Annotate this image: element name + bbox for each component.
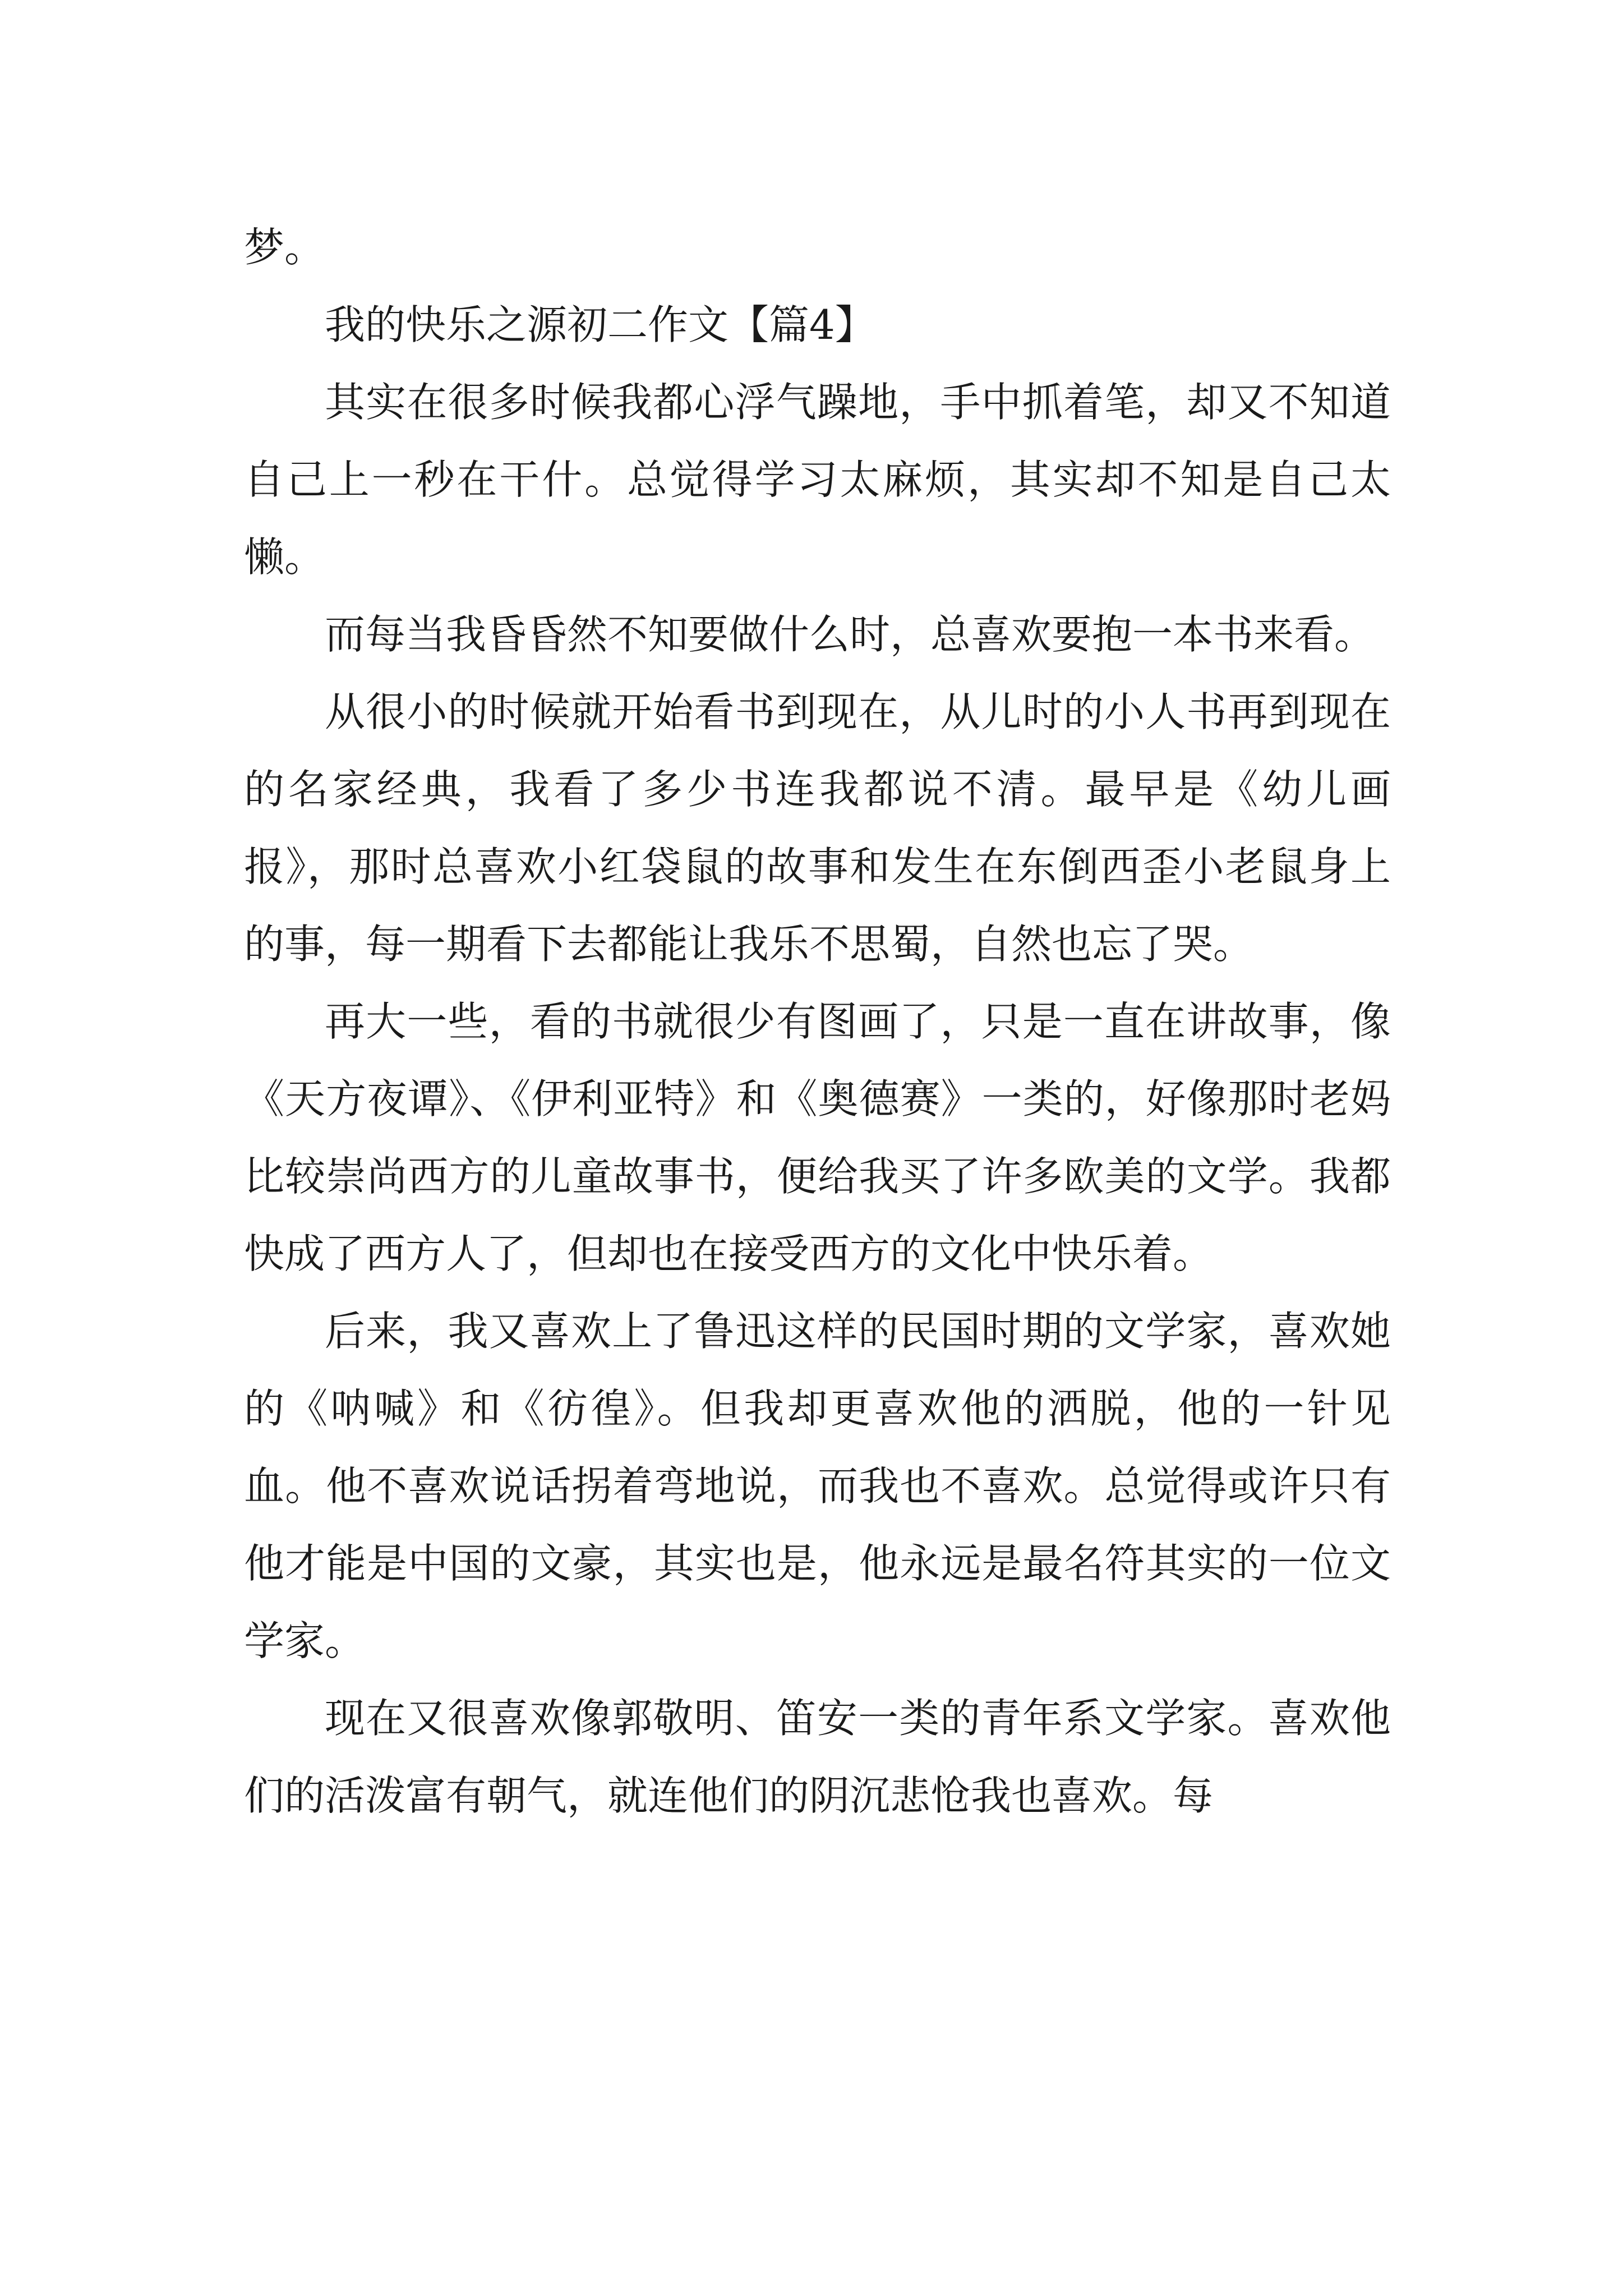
paragraph-5: 再大一些，看的书就很少有图画了，只是一直在讲故事，像《天方夜谭》、《伊利亚特》和《奥德赛》一类的，好像那时老妈比较崇尚西方的儿童故事书，便给我买了许多欧美的文学。我都快成了西方人了，但却也在接受西方的文化中快乐着。	[244, 998, 1391, 1277]
section-heading: 我的快乐之源初二作文【篇4】	[325, 301, 875, 348]
paragraph-2: 其实在很多时候我都心浮气躁地，手中抓着笔，却又不知道自己上一秒在干什。总觉得学习太麻烦，其实却不知是自己太懒。	[244, 379, 1391, 581]
paragraph-7: 现在又很喜欢像郭敬明、笛安一类的青年系文学家。喜欢他们的活泼富有朝气，就连他们的阴沉悲怆我也喜欢。每	[244, 1695, 1391, 1819]
paragraph-1: 梦。	[244, 224, 325, 271]
paragraph-4: 从很小的时候就开始看书到现在，从儿时的小人书再到现在的名家经典，我看了多少书连我都说不清。最早是《幼儿画报》，那时总喜欢小红袋鼠的故事和发生在东倒西歪小老鼠身上的事，每一期看下去都能让我乐不思蜀，自然也忘了哭。	[244, 688, 1391, 968]
paragraph-3: 而每当我昏昏然不知要做什么时，总喜欢要抱一本书来看。	[325, 611, 1375, 658]
document-body	[244, 209, 1391, 1834]
paragraph-6: 后来，我又喜欢上了鲁迅这样的民国时期的文学家，喜欢她的《呐喊》和《彷徨》。但我却更喜欢他的洒脱，他的一针见血。他不喜欢说话拐着弯地说，而我也不喜欢。总觉得或许只有他才能是中国的文豪，其实也是，他永远是最名符其实的一位文学家。	[244, 1308, 1391, 1664]
